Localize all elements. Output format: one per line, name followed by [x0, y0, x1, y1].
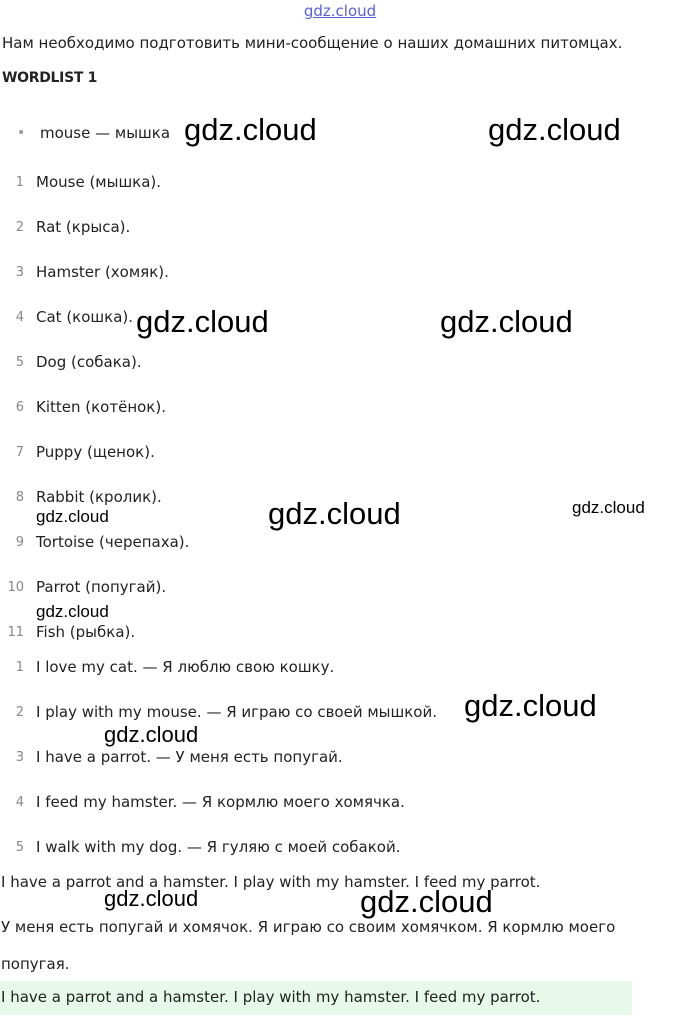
- sentence-item: I feed my hamster. — Я кормлю моего хомячка.: [36, 793, 405, 811]
- sentence-number: 5: [15, 840, 24, 855]
- bullet-dot: •: [17, 125, 26, 141]
- watermark: gdz.cloud: [268, 496, 401, 531]
- sentence-number: 4: [15, 795, 24, 810]
- wordlist-number: 8: [15, 490, 24, 505]
- wordlist-number: 6: [15, 400, 24, 415]
- sentence-number: 3: [15, 750, 24, 765]
- wordlist-item: Fish (рыбка).: [36, 623, 136, 641]
- watermark: gdz.cloud: [488, 112, 621, 147]
- intro-text: Нам необходимо подготовить мини-сообщение о наших домашних питомцах.: [2, 34, 623, 52]
- wordlist-item: Parrot (попугай).: [36, 578, 167, 596]
- paragraph-russian-line1: У меня есть попугай и хомячок. Я играю со своим хомячком. Я кормлю моего: [1, 918, 616, 936]
- sentence-number: 1: [15, 660, 24, 675]
- watermark: gdz.cloud: [464, 688, 597, 723]
- watermark: gdz.cloud: [104, 886, 199, 911]
- watermark: gdz.cloud: [440, 304, 573, 339]
- wordlist-item: Puppy (щенок).: [36, 443, 155, 461]
- bullet-item: mouse — мышка: [40, 124, 171, 142]
- wordlist-number: 10: [7, 580, 24, 595]
- wordlist-item: Rat (крыса).: [36, 218, 131, 236]
- watermark: gdz.cloud: [36, 602, 109, 621]
- watermark: gdz.cloud: [36, 507, 109, 526]
- watermark: gdz.cloud: [572, 498, 645, 517]
- watermark: gdz.cloud: [184, 112, 317, 147]
- wordlist-number: 2: [15, 220, 24, 235]
- wordlist-item: Hamster (хомяк).: [36, 263, 169, 281]
- wordlist-item: Dog (собака).: [36, 353, 142, 371]
- paragraph-english: I have a parrot and a hamster. I play with my hamster. I feed my parrot.: [1, 873, 541, 891]
- watermark: gdz.cloud: [136, 304, 269, 339]
- wordlist-item: Cat (кошка).: [36, 308, 134, 326]
- wordlist-number: 1: [15, 175, 24, 190]
- paragraph-russian-line2: попугая.: [1, 955, 70, 973]
- sentence-item: I love my cat. — Я люблю свою кошку.: [36, 658, 335, 676]
- wordlist-item: Mouse (мышка).: [36, 173, 162, 191]
- wordlist-heading: WORDLIST 1: [2, 70, 98, 86]
- wordlist-item: Tortoise (черепаха).: [36, 533, 190, 551]
- sentence-number: 2: [15, 705, 24, 720]
- watermark: gdz.cloud: [104, 722, 199, 747]
- wordlist-number: 11: [7, 625, 24, 640]
- wordlist-number: 3: [15, 265, 24, 280]
- sentence-item: I walk with my dog. — Я гуляю с моей собакой.: [36, 838, 401, 856]
- wordlist-item: Rabbit (кролик).: [36, 488, 162, 506]
- highlighted-answer: I have a parrot and a hamster. I play with my hamster. I feed my parrot.: [1, 988, 541, 1006]
- wordlist-number: 9: [15, 535, 24, 550]
- watermark: gdz.cloud: [360, 884, 493, 919]
- wordlist-item: Kitten (котёнок).: [36, 398, 166, 416]
- top-site-link[interactable]: gdz.cloud: [303, 2, 377, 20]
- wordlist-number: 5: [15, 355, 24, 370]
- sentence-item: I have a parrot. — У меня есть попугай.: [36, 748, 343, 766]
- wordlist-number: 7: [15, 445, 24, 460]
- sentence-item: I play with my mouse. — Я играю со своей мышкой.: [36, 703, 437, 721]
- wordlist-number: 4: [15, 310, 24, 325]
